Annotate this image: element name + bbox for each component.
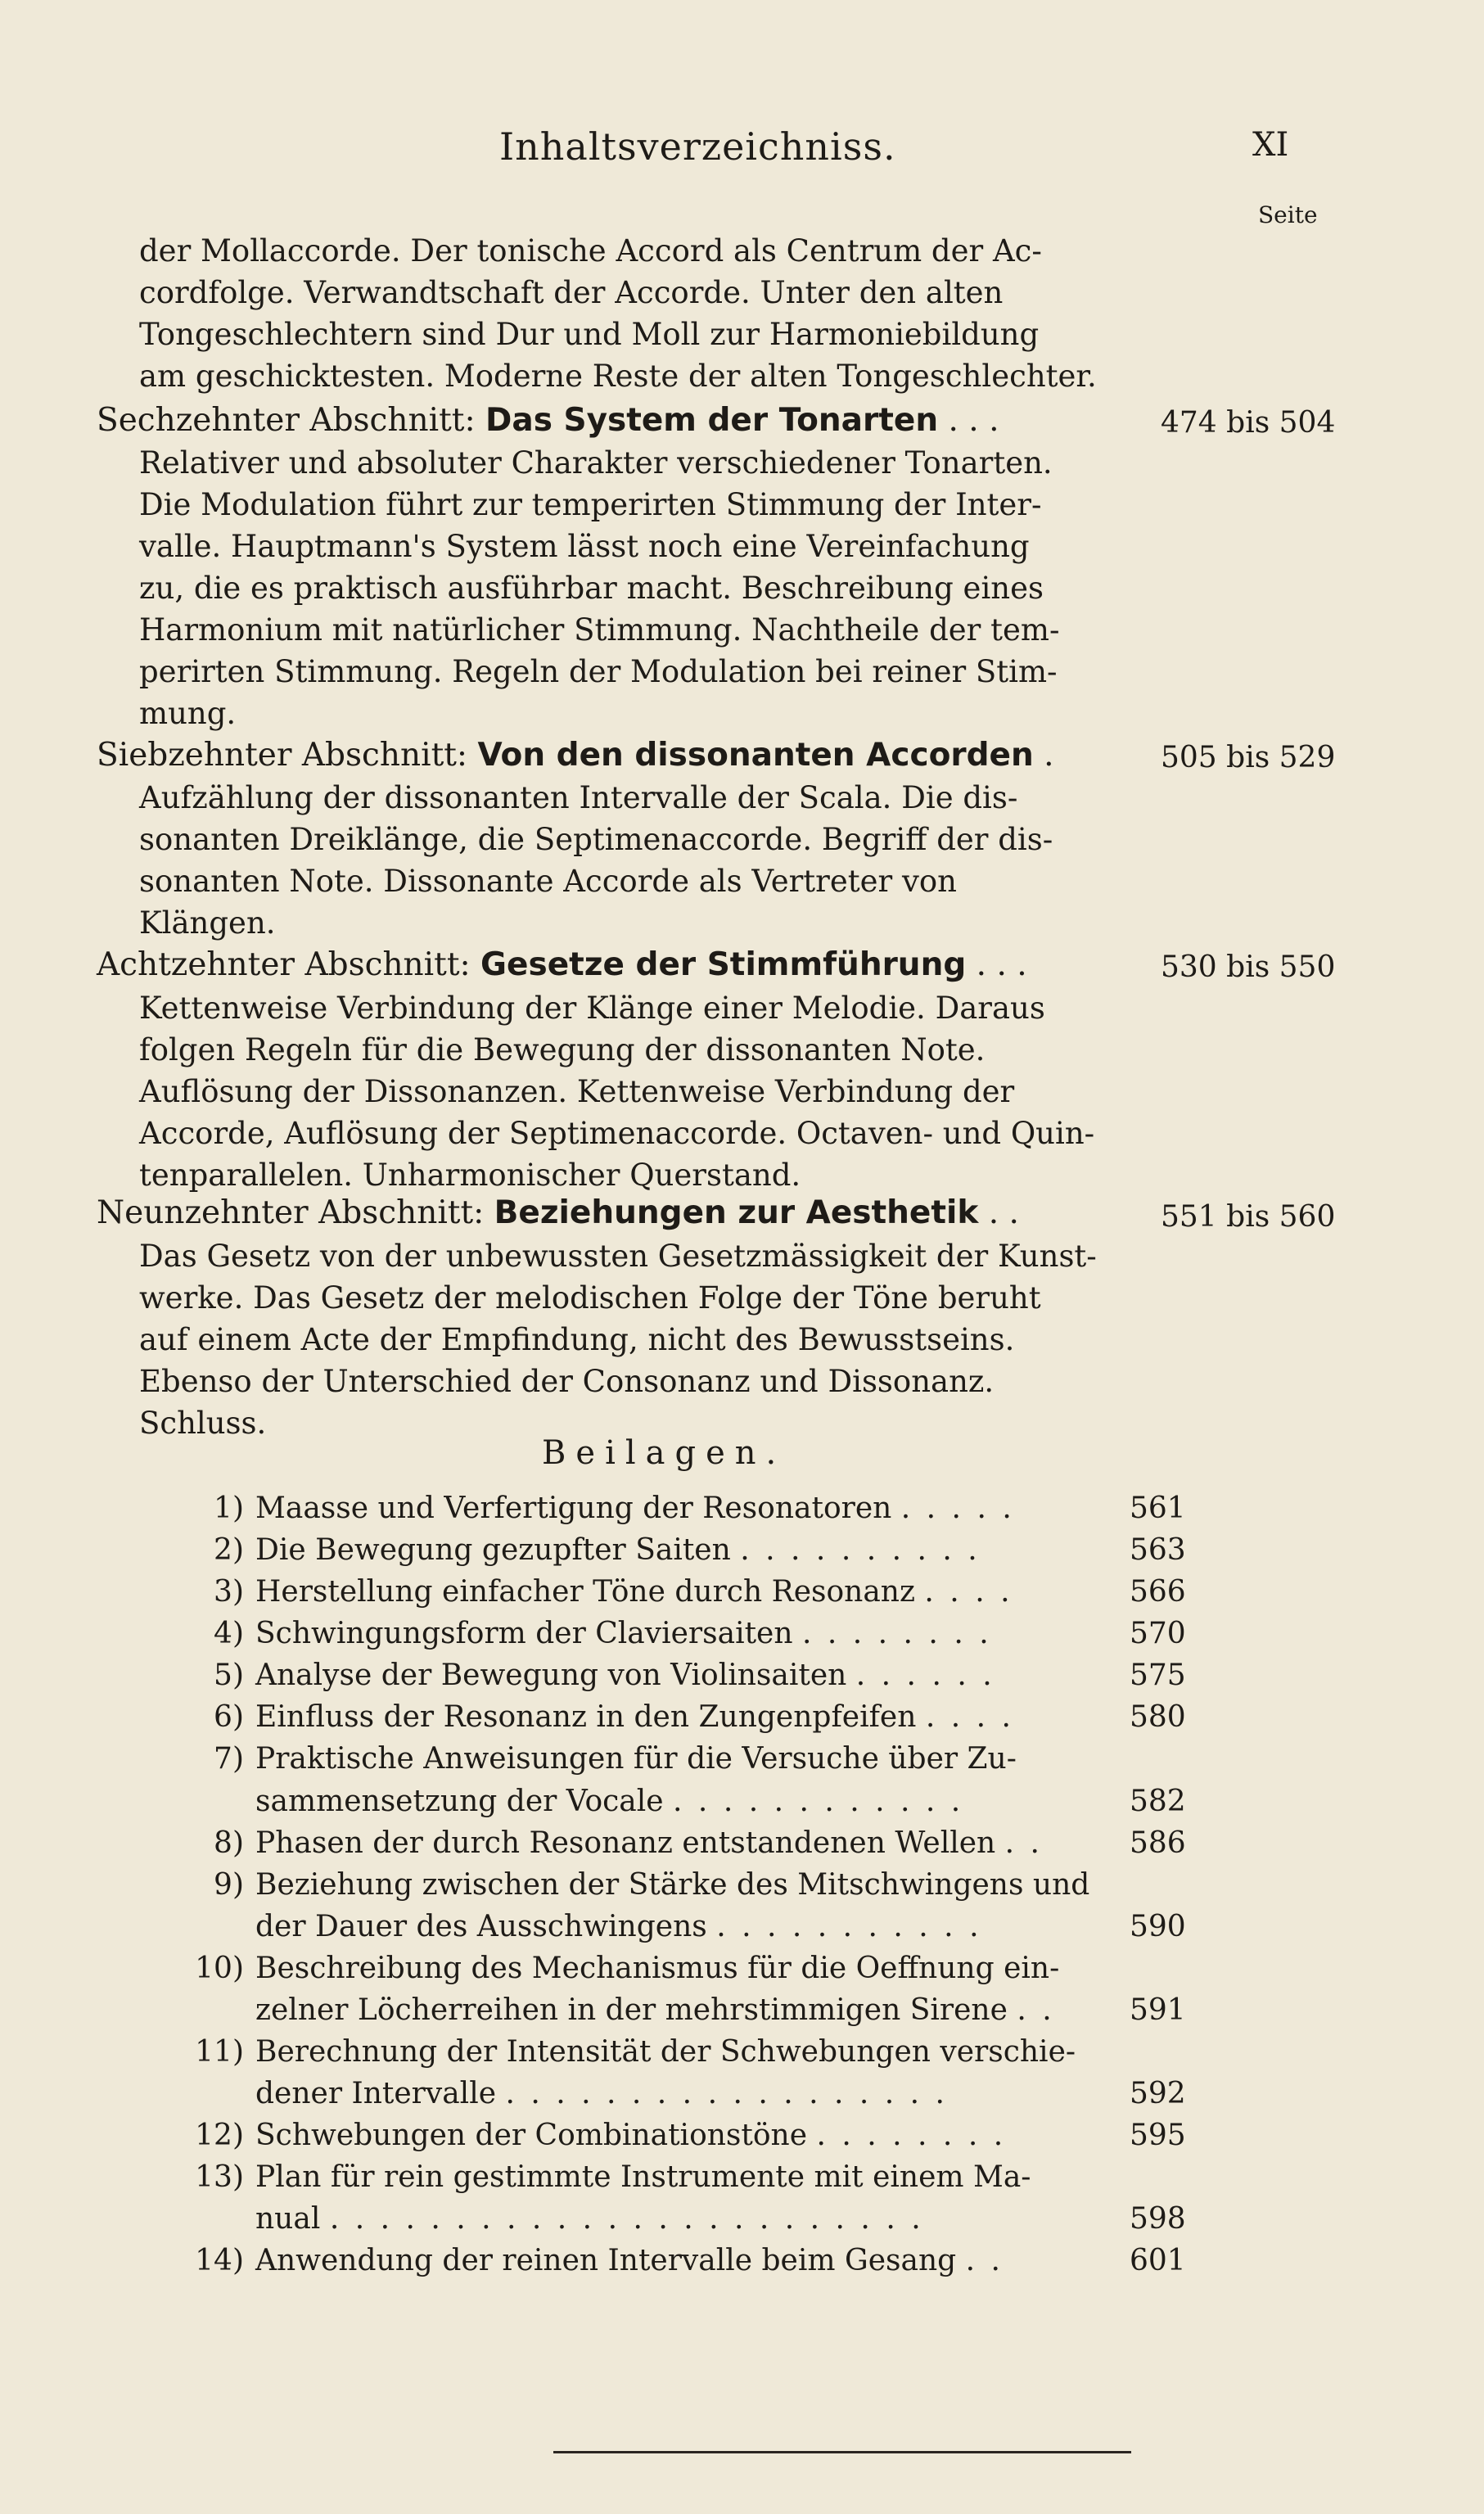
page-range: 474 bis 504	[1161, 406, 1336, 440]
closing-rule	[553, 2451, 1131, 2453]
intro-line: der Mollaccorde. Der tonische Accord als Centrum der Ac-	[139, 233, 1042, 269]
leader-dots: . .	[1017, 1993, 1055, 2027]
appendix-page: 591	[1130, 1993, 1186, 2027]
intro-line: Tongeschlechtern sind Dur und Moll zur Harmoniebildung	[139, 317, 1040, 352]
appendix-title: Schwebungen der Combinationstöne	[255, 2119, 808, 2152]
leader-dots: . . . . . . . .	[816, 2119, 1007, 2152]
appendix-item	[255, 1659, 995, 1692]
page-range: 505 bis 529	[1161, 741, 1336, 774]
section-summary-line: zu, die es praktisch ausführbar macht. Beschreibung eines	[139, 571, 1044, 606]
section-title: Von den dissonanten Accorden	[477, 737, 1034, 774]
leader-dots: . .	[1004, 1826, 1044, 1860]
section-summary-line: Aufzählung der dissonanten Intervalle der Scala. Die dis-	[139, 780, 1018, 815]
leader-dots: . . .	[948, 402, 999, 439]
appendix-number: 6)	[214, 1700, 244, 1734]
section-lead: Siebzehnter Abschnitt:	[97, 737, 478, 774]
section-summary-line: tenparallelen. Unharmonischer Querstand.	[139, 1158, 801, 1193]
section-summary-line: Accorde, Auflösung der Septimenaccorde. Octaven- und Quin-	[139, 1116, 1095, 1151]
appendix-number: 2)	[214, 1533, 244, 1567]
section-summary-line: werke. Das Gesetz der melodischen Folge der Töne beruht	[139, 1280, 1041, 1316]
leader-dots: . .	[965, 2244, 1004, 2277]
appendix-heading: Beilagen.	[542, 1434, 787, 1472]
section-summary-line: perirten Stimmung. Regeln der Modulation bei reiner Stim-	[139, 654, 1058, 689]
page-number: XI	[1252, 126, 1289, 164]
appendix-item	[255, 2244, 1004, 2277]
appendix-item	[255, 1700, 1014, 1734]
appendix-title: Herstellung einfacher Töne durch Resonanz	[255, 1575, 915, 1609]
appendix-item	[255, 1826, 1043, 1860]
appendix-page: 601	[1130, 2244, 1186, 2277]
appendix-page: 561	[1130, 1492, 1186, 1525]
leader-dots: . . . . .	[900, 1492, 1015, 1525]
section-heading	[97, 404, 999, 437]
section-title: Das System der Tonarten	[485, 402, 939, 439]
section-title: Beziehungen zur Aesthetik	[494, 1194, 979, 1231]
appendix-number: 11)	[195, 2035, 244, 2069]
appendix-page: 592	[1130, 2077, 1186, 2110]
section-summary-line: Auflösung der Dissonanzen. Kettenweise Verbindung der	[139, 1074, 1015, 1109]
leader-dots: . . . .	[924, 1575, 1013, 1609]
section-summary-line: sonanten Dreiklänge, die Septimenaccorde. Begriff der dis-	[139, 822, 1053, 857]
appendix-number: 8)	[214, 1826, 244, 1860]
appendix-item	[255, 1492, 1015, 1525]
section-heading	[97, 946, 1027, 983]
page-range: 551 bis 560	[1161, 1200, 1336, 1234]
section-lead: Neunzehnter Abschnitt:	[97, 1194, 494, 1231]
appendix-number: 7)	[214, 1742, 244, 1776]
appendix-page: 598	[1130, 2202, 1186, 2236]
appendix-item	[255, 2202, 924, 2236]
appendix-page: 580	[1130, 1700, 1186, 1734]
appendix-title-cont: dener Intervalle	[255, 2077, 497, 2110]
section-summary-line: auf einem Acte der Empfindung, nicht des Bewusstseins.	[139, 1322, 1015, 1357]
appendix-title-cont: der Dauer des Ausschwingens	[255, 1910, 707, 1943]
intro-line: cordfolge. Verwandtschaft der Accorde. Unter den alten	[139, 275, 1004, 310]
appendix-title: Schwingungsform der Claviersaiten	[255, 1617, 793, 1650]
leader-dots: . . . . . . . .	[802, 1617, 992, 1650]
section-lead: Achtzehnter Abschnitt:	[97, 946, 481, 983]
appendix-item	[255, 1785, 963, 1818]
appendix-number: 9)	[214, 1868, 244, 1902]
appendix-title: Maasse und Verfertigung der Resonatoren	[255, 1492, 892, 1525]
leader-dots: . . . . . . . . . . . .	[673, 1785, 964, 1818]
appendix-item	[255, 2119, 1006, 2152]
appendix-title-cont: nual	[255, 2202, 321, 2236]
appendix-title: Anwendung der reinen Intervalle beim Gesang	[255, 2244, 957, 2277]
appendix-item	[255, 1993, 1055, 2027]
appendix-title: Phasen der durch Resonanz entstandenen Wellen	[255, 1826, 996, 1860]
section-heading	[97, 739, 1054, 772]
section-summary-line: valle. Hauptmann's System lässt noch eine Vereinfachung	[139, 529, 1030, 564]
appendix-number: 12)	[195, 2119, 244, 2152]
section-summary-line: Klängen.	[139, 905, 276, 941]
leader-dots: . . . . . . . . . . . . . . . . . .	[505, 2077, 948, 2110]
leader-dots: . . . . . . . . . . . . . . . . . . . . . . . .	[329, 2202, 924, 2236]
section-summary-line: Kettenweise Verbindung der Klänge einer Melodie. Daraus	[139, 991, 1045, 1026]
running-title: Inhaltsverzeichniss.	[499, 124, 896, 169]
section-summary-line: Die Modulation führt zur temperirten Stimmung der Inter-	[139, 487, 1042, 522]
appendix-number: 4)	[214, 1617, 244, 1650]
appendix-number: 10)	[195, 1952, 244, 1985]
appendix-number: 1)	[214, 1492, 244, 1525]
leader-dots: . . . . . . . . . .	[740, 1533, 981, 1567]
appendix-page: 570	[1130, 1617, 1186, 1650]
section-summary-line: Schluss.	[139, 1406, 267, 1441]
appendix-item	[255, 2077, 948, 2110]
appendix-title: Plan für rein gestimmte Instrumente mit einem Ma-	[255, 2160, 1031, 2194]
appendix-page: 582	[1130, 1785, 1186, 1818]
section-summary-line: Relativer und absoluter Charakter verschiedener Tonarten.	[139, 445, 1053, 481]
appendix-page: 566	[1130, 1575, 1186, 1609]
appendix-title: Beziehung zwischen der Stärke des Mitschwingens und	[255, 1868, 1090, 1902]
appendix-number: 3)	[214, 1575, 244, 1609]
page-range: 530 bis 550	[1161, 950, 1336, 984]
leader-dots: . . .	[976, 946, 1027, 983]
appendix-page: 563	[1130, 1533, 1186, 1567]
appendix-item	[255, 1617, 992, 1650]
appendix-title: Die Bewegung gezupfter Saiten	[255, 1533, 731, 1567]
section-summary-line: sonanten Note. Dissonante Accorde als Vertreter von	[139, 864, 957, 899]
appendix-title: Analyse der Bewegung von Violinsaiten	[255, 1659, 847, 1692]
leader-dots: . . . . . .	[855, 1659, 995, 1692]
leader-dots: . . . .	[925, 1700, 1014, 1734]
appendix-number: 13)	[195, 2160, 244, 2194]
appendix-title: Berechnung der Intensität der Schwebungen verschie-	[255, 2035, 1076, 2069]
appendix-item	[255, 1533, 981, 1567]
section-summary-line: Ebenso der Unterschied der Consonanz und Dissonanz.	[139, 1364, 995, 1399]
appendix-page: 590	[1130, 1910, 1186, 1943]
leader-dots: .	[1044, 737, 1054, 774]
section-lead: Sechzehnter Abschnitt:	[97, 402, 485, 439]
intro-line: am geschicktesten. Moderne Reste der alten Tongeschlechter.	[139, 359, 1097, 394]
appendix-page: 575	[1130, 1659, 1186, 1692]
section-summary-line: Das Gesetz von der unbewussten Gesetzmässigkeit der Kunst-	[139, 1239, 1097, 1274]
section-summary-line: folgen Regeln für die Bewegung der dissonanten Note.	[139, 1032, 986, 1067]
appendix-number: 14)	[195, 2244, 244, 2277]
appendix-title: Beschreibung des Mechanismus für die Oeffnung ein-	[255, 1952, 1060, 1985]
appendix-item	[255, 1575, 1013, 1609]
appendix-title: Praktische Anweisungen für die Versuche über Zu-	[255, 1742, 1017, 1776]
seite-label: Seite	[1258, 201, 1318, 228]
appendix-item	[255, 1910, 982, 1943]
appendix-number: 5)	[214, 1659, 244, 1692]
section-heading	[97, 1194, 1019, 1231]
appendix-title-cont: sammensetzung der Vocale	[255, 1785, 664, 1818]
section-title: Gesetze der Stimmführung	[480, 946, 967, 983]
section-summary-line: Harmonium mit natürlicher Stimmung. Nachtheile der tem-	[139, 612, 1060, 648]
appendix-title: Einfluss der Resonanz in den Zungenpfeifen	[255, 1700, 917, 1734]
leader-dots: . . . . . . . . . . .	[716, 1910, 982, 1943]
section-summary-line: mung.	[139, 696, 237, 731]
appendix-title-cont: zelner Löcherreihen in der mehrstimmigen Sirene	[255, 1993, 1008, 2027]
appendix-page: 586	[1130, 1826, 1186, 1860]
appendix-page: 595	[1130, 2119, 1186, 2152]
leader-dots: . .	[988, 1194, 1019, 1231]
